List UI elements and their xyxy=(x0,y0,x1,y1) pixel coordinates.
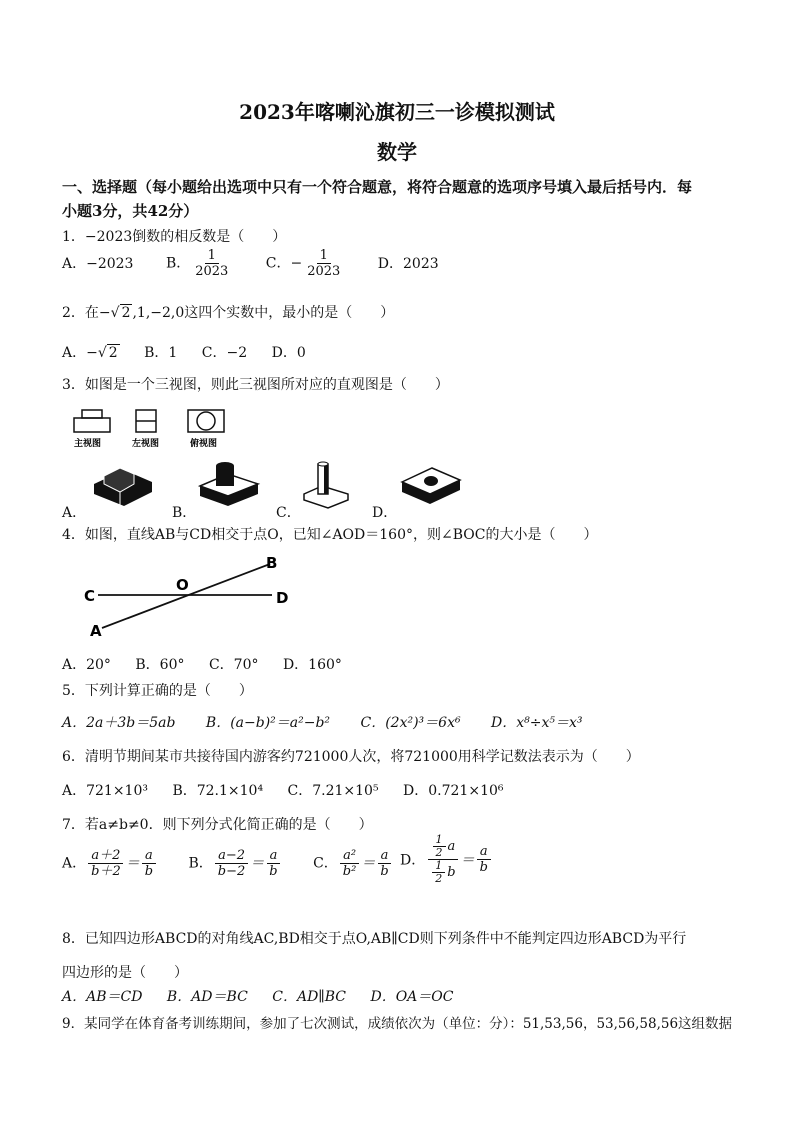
q4-options xyxy=(62,654,362,674)
point-a-label: A xyxy=(90,622,102,640)
point-b-label: B xyxy=(266,554,278,572)
q7-d-top-den: 2 xyxy=(435,846,443,859)
section-header-line2: 小题3分，共42分） xyxy=(62,202,199,220)
line-ab xyxy=(102,564,270,628)
q2-option-d: D．0 xyxy=(271,345,306,361)
q8-stem-line1: 8．已知四边形ABCD的对角线AC,BD相交于点O,AB∥CD则下列条件中不能判定四边形ABCD为平行 xyxy=(62,931,687,947)
q1-b-num: 1 xyxy=(205,248,219,264)
q7-c-den: b² xyxy=(342,864,357,879)
q4-option-b: B．60° xyxy=(135,657,185,673)
q7-option-d xyxy=(400,834,493,885)
q7-d-rhs-num: a xyxy=(477,844,491,860)
q6-option-a: A．721×10³ xyxy=(62,783,148,799)
q1-option-d: D．2023 xyxy=(377,255,439,272)
q7-d-label: D． xyxy=(400,852,426,869)
q2-stem-radicand: 2 xyxy=(121,305,131,321)
q7-b-rhs xyxy=(266,848,280,879)
q6-option-d: D．0.721×10⁶ xyxy=(403,783,504,799)
q2-sqrt-sign: √ xyxy=(110,305,120,321)
q7-a-rhs xyxy=(142,848,156,879)
q2-option-a: A．−√ 2 xyxy=(62,345,118,361)
q2-stem-pre: 2．在− xyxy=(62,305,111,321)
q4-option-c: C．70° xyxy=(208,657,259,673)
q8-option-c: C．AD∥BC xyxy=(272,989,347,1005)
q8-option-d: D．OA＝OC xyxy=(370,989,454,1005)
q7-stem: 7．若a≠b≠0．则下列分式化简正确的是（ ） xyxy=(62,817,373,833)
q1-stem: 1．−2023倒数的相反数是（ ） xyxy=(62,229,287,245)
q7-options xyxy=(62,848,420,879)
q7-d-bot-frac xyxy=(432,860,445,885)
q7-b-label: B． xyxy=(188,855,213,872)
q1-b-den: 2023 xyxy=(195,264,229,279)
q7-a-num: a＋2 xyxy=(88,848,123,864)
q7-b-rhs-den: b xyxy=(269,864,278,879)
q1-c-num: 1 xyxy=(317,248,331,264)
q4-stem: 4．如图，直线AB与CD相交于点O，已知∠AOD＝160°，则∠BOC的大小是（ ） xyxy=(62,527,598,543)
q7-option-b xyxy=(189,848,283,879)
top-view-rect xyxy=(188,410,224,432)
subject-title: 数学 xyxy=(377,140,417,164)
q7-b-lhs xyxy=(215,848,249,879)
q7-a-label: A． xyxy=(62,855,87,872)
q3-option-d: D． xyxy=(372,505,398,521)
q7-option-c xyxy=(313,848,394,879)
q7-d-top-var: a xyxy=(447,839,456,854)
left-view-label: 左视图 xyxy=(132,439,160,449)
q7-b-eq: ＝ xyxy=(250,855,265,872)
q7-d-top-num: 1 xyxy=(433,834,446,847)
section-header-line1: 一、选择题（每小题给出选项中只有一个符合题意，将符合题意的选项序号填入最后括号内．每 xyxy=(62,178,693,196)
q7-c-eq: ＝ xyxy=(361,855,376,872)
q7-d-rhs-den: b xyxy=(479,860,488,875)
q7-d-eq: ＝ xyxy=(460,852,475,869)
solid-b-cylinder-top xyxy=(216,462,234,470)
q3-option-b: B． xyxy=(172,505,197,521)
q6-stem: 6．清明节期间某市共接待国内游客约721000人次，将721000用科学记数法表示为（ ） xyxy=(62,749,640,765)
q7-c-rhs-den: b xyxy=(380,864,389,879)
q7-a-rhs-num: a xyxy=(142,848,156,864)
q7-option-a xyxy=(62,848,158,879)
q4-intersecting-lines-figure xyxy=(80,548,300,640)
q5-stem: 5．下列计算正确的是（ ） xyxy=(62,683,253,699)
q3-option-c: C． xyxy=(276,505,301,521)
q7-d-bot-num: 1 xyxy=(432,860,445,873)
q7-a-lhs xyxy=(88,848,124,879)
q1-option-c xyxy=(266,248,346,279)
top-view-circle xyxy=(197,412,215,430)
q3-option-a: A． xyxy=(62,505,87,521)
q1-c-den: 2023 xyxy=(307,264,341,279)
q7-a-den: b＋2 xyxy=(91,864,121,879)
q9-stem-line1: 9．某同学在体育备考训练期间，参加了七次测试，成绩依次为（单位：分）：51,53,56，53,56,58,56这组数据 xyxy=(62,1016,733,1032)
q5-option-a: A．2a＋3b＝5ab xyxy=(62,715,176,731)
q1-options xyxy=(62,248,459,279)
q7-d-bottom xyxy=(427,860,458,885)
point-d-label: D xyxy=(276,589,289,607)
q2-stem xyxy=(62,302,394,322)
q2-a-pre: A．− xyxy=(62,345,98,361)
q7-c-lhs xyxy=(340,848,360,879)
q7-b-den: b−2 xyxy=(217,864,246,879)
q7-d-top-frac xyxy=(433,834,446,859)
q5-option-c: C．(2x²)³＝6x⁶ xyxy=(360,715,461,731)
q6-option-c: C．7.21×10⁵ xyxy=(287,783,379,799)
point-o-label: O xyxy=(176,576,189,594)
q5-options xyxy=(62,712,603,732)
q3-stem: 3．如图是一个三视图，则此三视图所对应的直观图是（ ） xyxy=(62,377,449,393)
solid-d-hole xyxy=(424,476,438,486)
q7-d-rhs xyxy=(477,844,491,875)
q7-b-num: a−2 xyxy=(215,848,248,864)
solid-c-column-top xyxy=(318,462,328,466)
q1-b-label: B． xyxy=(165,255,191,272)
q7-d-top xyxy=(428,834,459,860)
q3-option-a-figure xyxy=(90,462,160,508)
q4-option-d: D．160° xyxy=(282,657,342,673)
point-c-label: C xyxy=(84,587,96,605)
q3-option-c-figure xyxy=(298,460,358,510)
q5-option-d: D．x⁸÷x⁵＝x³ xyxy=(491,715,583,731)
q2-stem-post: ,1,−2,0这四个实数中，最小的是（ ） xyxy=(132,305,395,321)
q2-option-b: B．1 xyxy=(144,345,178,361)
q2-options xyxy=(62,342,326,362)
q1-c-fraction xyxy=(304,248,343,279)
q7-c-rhs xyxy=(377,848,391,879)
q1-option-b xyxy=(166,248,233,279)
q6-option-b: B．72.1×10⁴ xyxy=(172,783,264,799)
front-view-label: 主视图 xyxy=(74,439,102,449)
q4-option-a: A．20° xyxy=(62,657,111,673)
q7-d-bot-den: 2 xyxy=(435,872,443,885)
q7-d-bot-var: b xyxy=(447,865,456,880)
front-view-base xyxy=(74,418,110,432)
q7-a-rhs-den: b xyxy=(144,864,154,879)
q1-c-label: C．− xyxy=(265,255,303,272)
q1-option-a: A．−2023 xyxy=(62,255,134,272)
solid-c-column-shade xyxy=(324,464,328,494)
q8-option-b: B．AD＝BC xyxy=(166,989,248,1005)
q3-option-d-figure xyxy=(398,462,464,508)
front-view-top xyxy=(82,410,102,418)
q7-c-num: a² xyxy=(340,848,359,864)
q6-options xyxy=(62,780,524,800)
q2-option-c: C．−2 xyxy=(201,345,248,361)
q7-c-rhs-num: a xyxy=(378,848,392,864)
q3-option-b-figure xyxy=(196,460,266,508)
q3-three-views-figure xyxy=(60,404,240,452)
q1-b-fraction xyxy=(192,248,231,279)
q7-c-label: C． xyxy=(313,855,338,872)
q8-options xyxy=(62,986,474,1006)
q8-option-a: A．AB＝CD xyxy=(62,989,143,1005)
q8-stem-line2: 四边形的是（ ） xyxy=(62,965,188,981)
q5-option-b: B．(a−b)²＝a²−b² xyxy=(205,715,331,731)
q7-a-eq: ＝ xyxy=(125,855,140,872)
q2-a-radicand: 2 xyxy=(108,345,118,361)
q7-d-lhs xyxy=(427,834,458,885)
top-view-label: 俯视图 xyxy=(190,439,218,449)
exam-title: 2023年喀喇沁旗初三一诊模拟测试 xyxy=(239,100,555,124)
q7-b-rhs-num: a xyxy=(267,848,281,864)
